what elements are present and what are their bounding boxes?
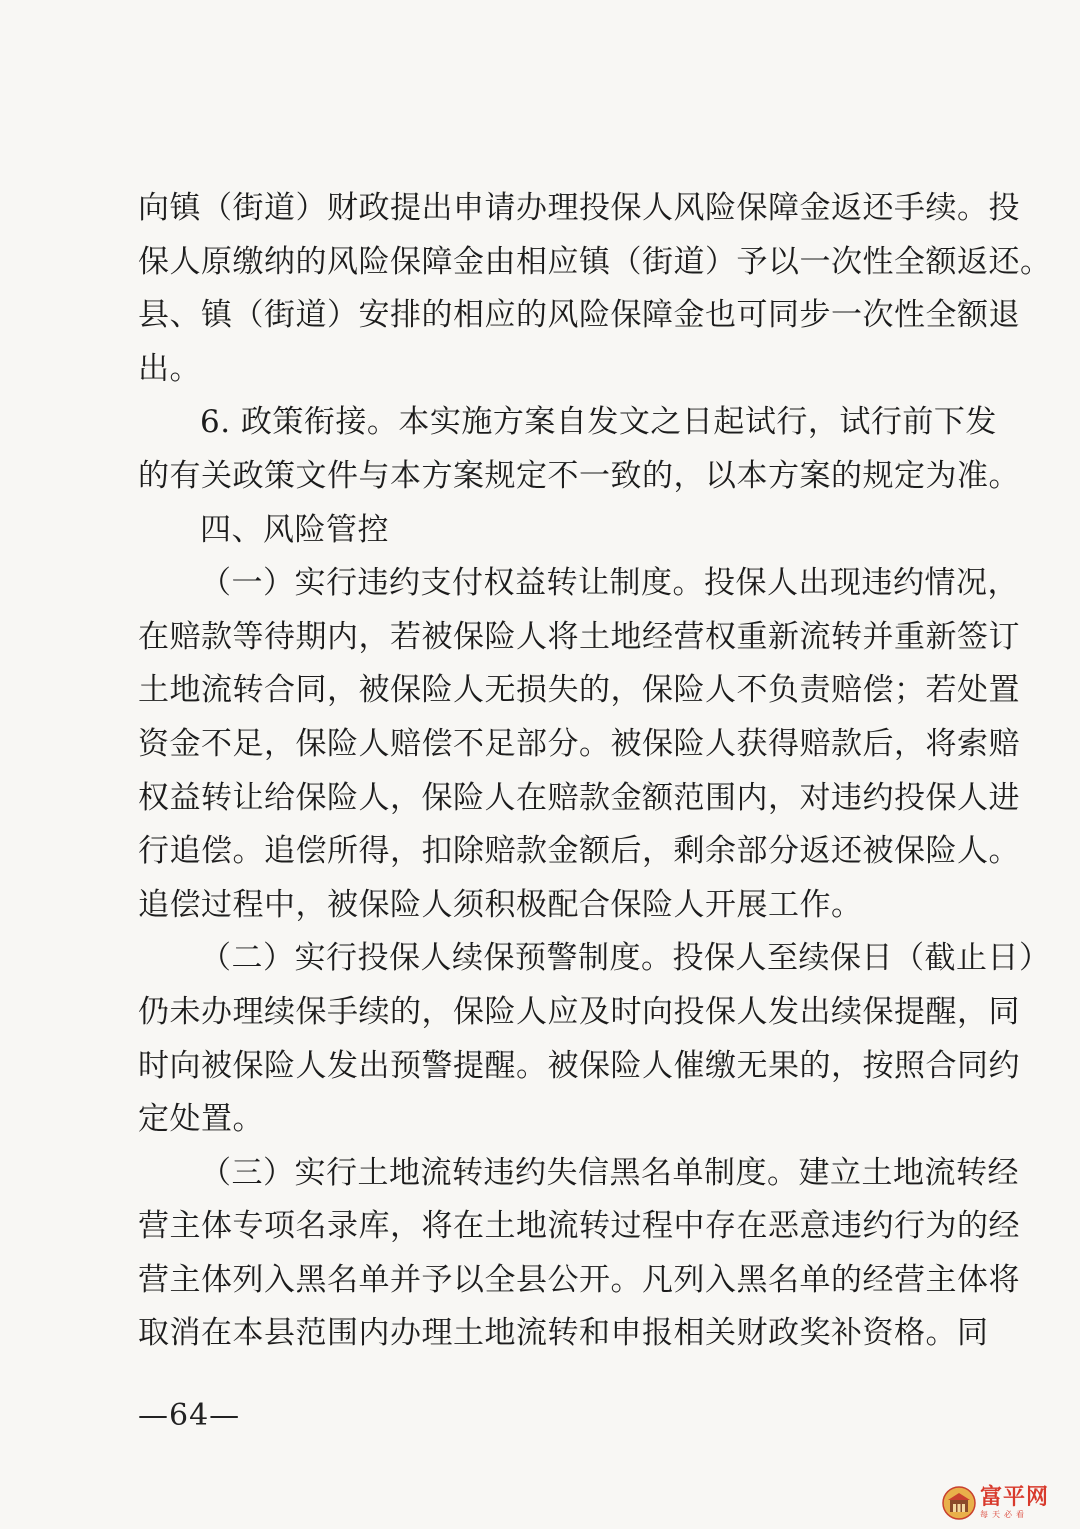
building-logo-icon	[942, 1486, 976, 1520]
paragraph-line: 追偿过程中，被保险人须积极配合保险人开展工作。	[138, 886, 863, 923]
watermark-text	[980, 1487, 1049, 1519]
paragraph-line: 营主体专项名录库，将在土地流转过程中存在恶意违约行为的经	[138, 1208, 1020, 1245]
page-number: —64—	[138, 1398, 241, 1433]
paragraph-line: 保人原缴纳的风险保障金由相应镇（街道）予以一次性全额返还。	[138, 243, 1052, 280]
paragraph-line: 向镇（街道）财政提出申请办理投保人风险保障金返还手续。投	[138, 190, 1020, 226]
watermark-title: 富平网	[980, 1485, 1050, 1510]
paragraph-line: 定处置。	[138, 1101, 264, 1138]
watermark-subtitle: 每天必看	[980, 1510, 1028, 1519]
paragraph-line: （三）实行土地流转违约失信黑名单制度。建立土地流转经	[200, 1154, 1019, 1191]
paragraph-line: 在赔款等待期内，若被保险人将土地经营权重新流转并重新签订	[138, 618, 1020, 655]
paragraph-line: 出。	[138, 350, 201, 387]
body-text	[138, 182, 1052, 1361]
paragraph-line: 行追偿。追偿所得，扣除赔款金额后，剩余部分返还被保险人。	[138, 833, 1020, 870]
paragraph-line: 仍未办理续保手续的，保险人应及时向投保人发出续保提醒，同	[138, 993, 1020, 1030]
paragraph-line: 营主体列入黑名单并予以全县公开。凡列入黑名单的经营主体将	[138, 1261, 1020, 1298]
paragraph-line: 土地流转合同，被保险人无损失的，保险人不负责赔偿；若处置	[138, 672, 1020, 709]
paragraph-line: （二）实行投保人续保预警制度。投保人至续保日（截止日）	[200, 940, 1051, 977]
paragraph-line: 权益转让给保险人，保险人在赔款金额范围内，对违约投保人进	[138, 779, 1020, 816]
section-heading: 四、风险管控	[200, 511, 389, 548]
site-watermark	[942, 1486, 1049, 1520]
paragraph-line: 资金不足，保险人赔偿不足部分。被保险人获得赔款后，将索赔	[138, 725, 1020, 762]
paragraph-line: 6. 政策衔接。本实施方案自发文之日起试行，试行前下发	[200, 404, 997, 441]
paragraph-line: （一）实行违约支付权益转让制度。投保人出现违约情况，	[200, 565, 1019, 602]
paragraph-line: 取消在本县范围内办理土地流转和申报相关财政奖补资格。同	[138, 1315, 989, 1352]
paragraph-line: 的有关政策文件与本方案规定不一致的，以本方案的规定为准。	[138, 457, 1020, 494]
paragraph-line: 时向被保险人发出预警提醒。被保险人催缴无果的，按照合同约	[138, 1047, 1020, 1084]
paragraph-line: 县、镇（街道）安排的相应的风险保障金也可同步一次性全额退	[138, 297, 1020, 334]
